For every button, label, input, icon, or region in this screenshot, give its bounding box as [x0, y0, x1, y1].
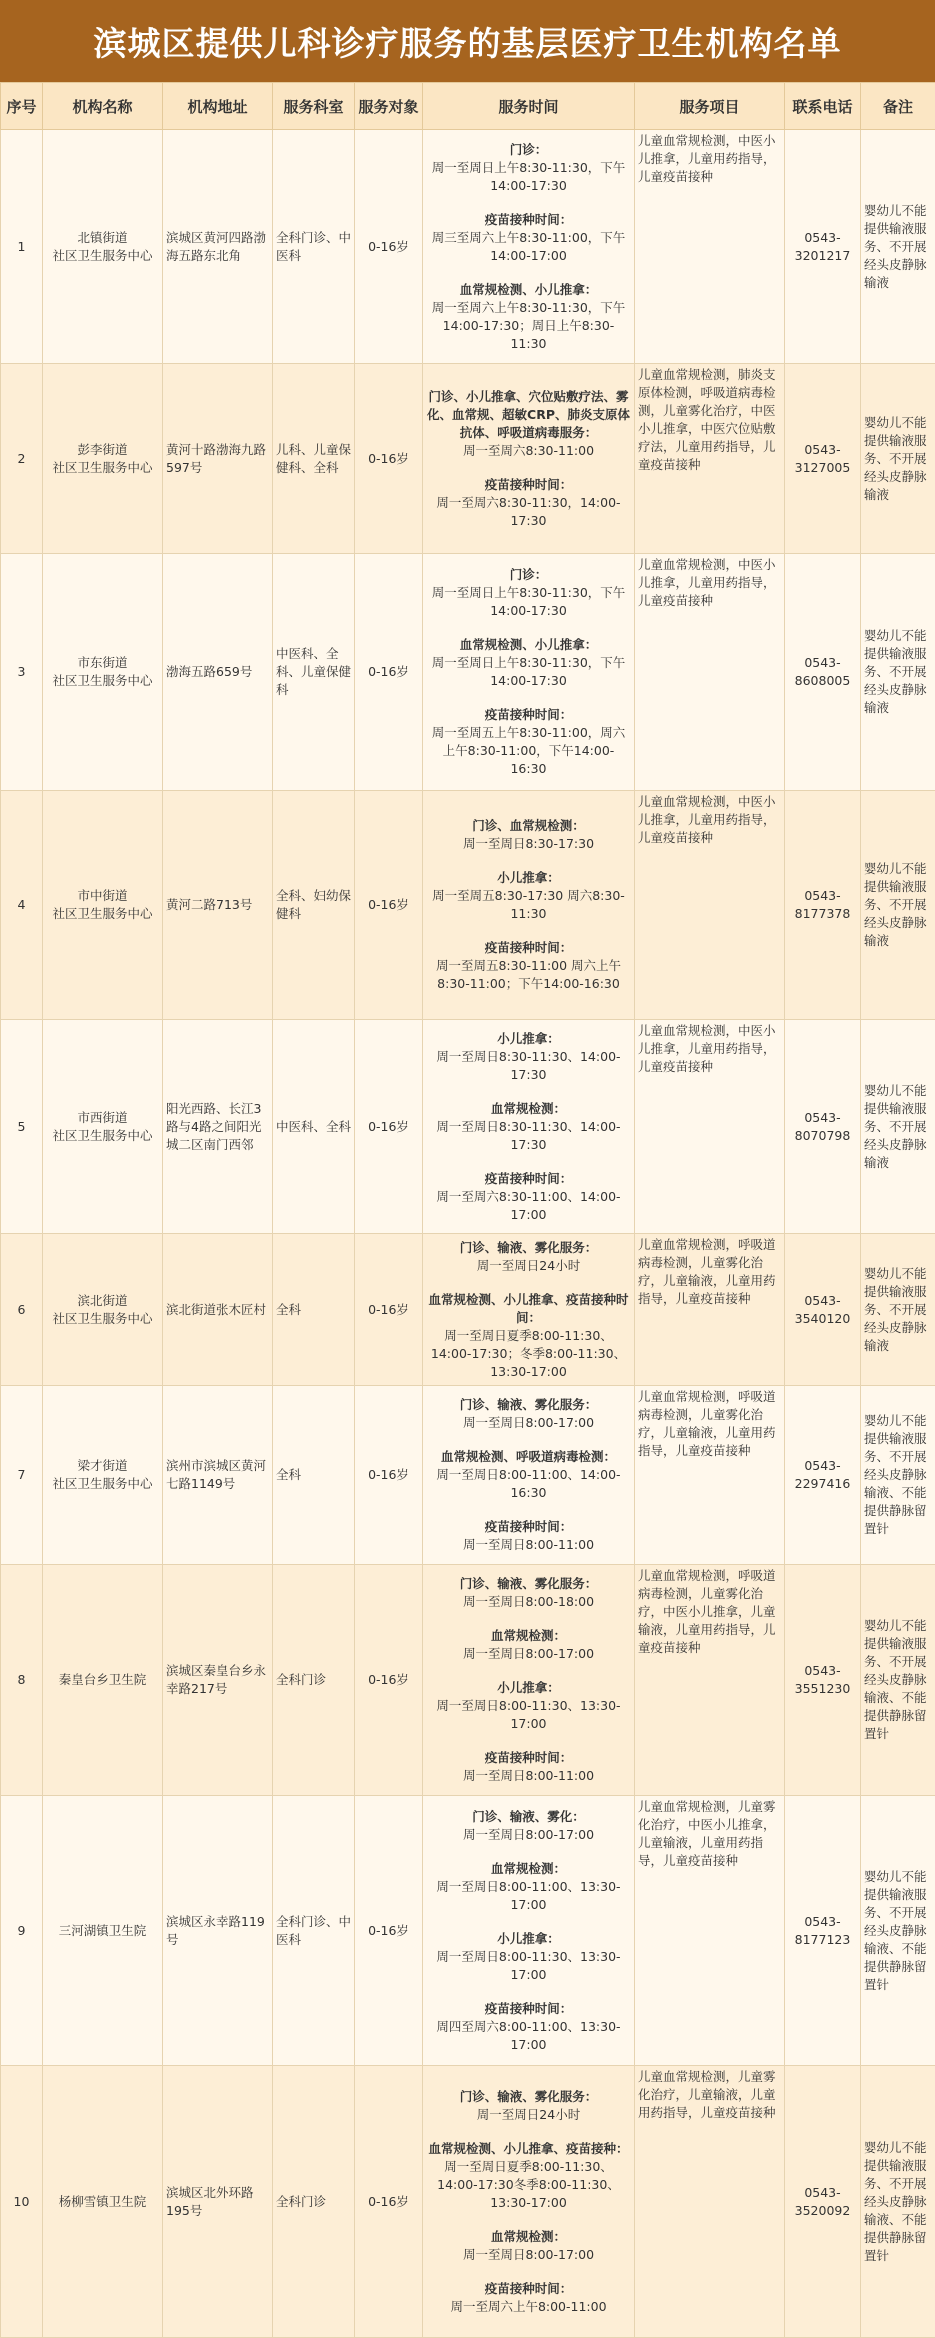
schedule-text: 周一至周日8:00-17:00	[426, 1645, 631, 1663]
cell-target: 0-16岁	[355, 364, 423, 554]
cell-items: 儿童血常规检测，中医小儿推拿，儿童用药指导，儿童疫苗接种	[635, 1020, 785, 1234]
cell-schedule	[423, 2066, 635, 2338]
cell-address: 黄河二路713号	[163, 791, 273, 1020]
table-row	[1, 130, 935, 364]
table-row	[1, 554, 935, 791]
schedule-block	[426, 1170, 631, 1224]
cell-schedule	[423, 1796, 635, 2066]
schedule-label: 门诊、输液、雾化服务：	[426, 2088, 631, 2106]
table-row	[1, 1386, 935, 1565]
schedule-label: 疫苗接种时间：	[426, 2280, 631, 2298]
cell-target: 0-16岁	[355, 1565, 423, 1796]
schedule-block	[426, 2280, 631, 2316]
cell-phone: 0543-2297416	[785, 1386, 861, 1565]
table-row	[1, 364, 935, 554]
schedule-text: 周一至周日8:00-17:00	[426, 1826, 631, 1844]
cell-items: 儿童血常规检测，中医小儿推拿，儿童用药指导，儿童疫苗接种	[635, 554, 785, 791]
header-address: 机构地址	[163, 83, 273, 130]
header-name: 机构名称	[43, 83, 163, 130]
cell-index: 7	[1, 1386, 43, 1565]
cell-name: 杨柳雪镇卫生院	[43, 2066, 163, 2338]
header-dept: 服务科室	[273, 83, 355, 130]
schedule-block	[426, 2000, 631, 2054]
schedule-label: 门诊、输液、雾化服务：	[426, 1575, 631, 1593]
cell-phone: 0543-8177378	[785, 791, 861, 1020]
schedule-text: 周一至周日8:00-11:00	[426, 1536, 631, 1554]
cell-index: 8	[1, 1565, 43, 1796]
cell-address: 渤海五路659号	[163, 554, 273, 791]
schedule-text: 周一至周日8:00-11:00、14:00-16:30	[426, 1466, 631, 1502]
schedule-label: 血常规检测：	[426, 1100, 631, 1118]
cell-phone: 0543-3540120	[785, 1234, 861, 1386]
cell-address: 滨城区秦皇台乡永幸路217号	[163, 1565, 273, 1796]
cell-note: 婴幼儿不能提供输液服务、不开展经头皮静脉输液	[861, 1234, 935, 1386]
schedule-label: 门诊：	[426, 141, 631, 159]
cell-name: 市中街道 社区卫生服务中心	[43, 791, 163, 1020]
schedule-label: 疫苗接种时间：	[426, 706, 631, 724]
cell-note: 婴幼儿不能提供输液服务、不开展经头皮静脉输液、不能提供静脉留置针	[861, 1386, 935, 1565]
cell-index: 9	[1, 1796, 43, 2066]
cell-name: 市东街道 社区卫生服务中心	[43, 554, 163, 791]
title-bar	[0, 0, 935, 82]
schedule-block	[426, 869, 631, 923]
schedule-label: 小儿推拿：	[426, 1679, 631, 1697]
cell-phone: 0543-3127005	[785, 364, 861, 554]
schedule-text: 周一至周日8:00-11:00	[426, 1767, 631, 1785]
table-row	[1, 1020, 935, 1234]
cell-dept: 全科门诊、中医科	[273, 130, 355, 364]
schedule-label: 疫苗接种时间：	[426, 211, 631, 229]
schedule-text: 周一至周六8:30-11:00	[426, 442, 631, 460]
cell-items: 儿童血常规检测，呼吸道病毒检测，儿童雾化治疗，儿童输液，儿童用药指导，儿童疫苗接种	[635, 1234, 785, 1386]
schedule-label: 血常规检测：	[426, 1860, 631, 1878]
schedule-text: 周一至周日上午8:30-11:30，下午14:00-17:30	[426, 584, 631, 620]
cell-phone: 0543-8070798	[785, 1020, 861, 1234]
schedule-block	[426, 817, 631, 853]
cell-address: 滨北街道张木匠村	[163, 1234, 273, 1386]
schedule-block	[426, 1575, 631, 1611]
table-row	[1, 1234, 935, 1386]
cell-index: 6	[1, 1234, 43, 1386]
cell-dept: 全科门诊、中医科	[273, 1796, 355, 2066]
cell-items: 儿童血常规检测，呼吸道病毒检测，儿童雾化治疗，儿童输液，儿童用药指导，儿童疫苗接种	[635, 1386, 785, 1565]
schedule-label: 门诊、小儿推拿、穴位贴敷疗法、雾化、血常规、超敏CRP、肺炎支原体抗体、呼吸道病毒服务：	[426, 388, 631, 442]
cell-phone: 0543-3551230	[785, 1565, 861, 1796]
schedule-block	[426, 1808, 631, 1844]
cell-schedule	[423, 130, 635, 364]
schedule-block	[426, 2228, 631, 2264]
schedule-block	[426, 566, 631, 620]
schedule-label: 门诊：	[426, 566, 631, 584]
cell-address: 滨城区北外环路195号	[163, 2066, 273, 2338]
cell-address: 滨州市滨城区黄河七路1149号	[163, 1386, 273, 1565]
schedule-text: 周一至周日8:00-11:30、13:30-17:00	[426, 1697, 631, 1733]
cell-schedule	[423, 791, 635, 1020]
cell-address: 滨城区永幸路119号	[163, 1796, 273, 2066]
cell-name: 彭李街道 社区卫生服务中心	[43, 364, 163, 554]
schedule-label: 小儿推拿：	[426, 1930, 631, 1948]
header-items: 服务项目	[635, 83, 785, 130]
schedule-label: 血常规检测、呼吸道病毒检测：	[426, 1448, 631, 1466]
cell-name: 市西街道 社区卫生服务中心	[43, 1020, 163, 1234]
schedule-label: 门诊、血常规检测：	[426, 817, 631, 835]
cell-schedule	[423, 554, 635, 791]
cell-phone: 0543-3201217	[785, 130, 861, 364]
cell-name: 梁才街道 社区卫生服务中心	[43, 1386, 163, 1565]
schedule-block	[426, 1518, 631, 1554]
schedule-block	[426, 1030, 631, 1084]
table-body	[1, 130, 935, 2338]
schedule-label: 门诊、输液、雾化服务：	[426, 1239, 631, 1257]
schedule-block	[426, 636, 631, 690]
schedule-label: 血常规检测、小儿推拿、疫苗接种：	[426, 2140, 631, 2158]
schedule-label: 血常规检测、小儿推拿：	[426, 636, 631, 654]
cell-target: 0-16岁	[355, 130, 423, 364]
schedule-text: 周一至周日8:00-17:00	[426, 1414, 631, 1432]
cell-target: 0-16岁	[355, 1386, 423, 1565]
cell-schedule	[423, 1020, 635, 1234]
cell-target: 0-16岁	[355, 2066, 423, 2338]
schedule-block	[426, 2140, 631, 2212]
header-index: 序号	[1, 83, 43, 130]
schedule-block	[426, 141, 631, 195]
schedule-block	[426, 1448, 631, 1502]
schedule-label: 疫苗接种时间：	[426, 1749, 631, 1767]
cell-note: 婴幼儿不能提供输液服务、不开展经头皮静脉输液	[861, 554, 935, 791]
cell-note: 婴幼儿不能提供输液服务、不开展经头皮静脉输液	[861, 1020, 935, 1234]
header-phone: 联系电话	[785, 83, 861, 130]
cell-note: 婴幼儿不能提供输液服务、不开展经头皮静脉输液、不能提供静脉留置针	[861, 1565, 935, 1796]
cell-note: 婴幼儿不能提供输液服务、不开展经头皮静脉输液、不能提供静脉留置针	[861, 2066, 935, 2338]
schedule-block	[426, 1930, 631, 1984]
cell-address: 阳光西路、长江3路与4路之间阳光城二区南门西邻	[163, 1020, 273, 1234]
schedule-text: 周一至周日夏季8:00-11:30、14:00-17:30；冬季8:00-11:30、13:30-17:00	[426, 1327, 631, 1381]
table-row	[1, 791, 935, 1020]
cell-target: 0-16岁	[355, 1796, 423, 2066]
cell-items: 儿童血常规检测，中医小儿推拿，儿童用药指导，儿童疫苗接种	[635, 791, 785, 1020]
schedule-block	[426, 281, 631, 353]
schedule-block	[426, 1627, 631, 1663]
cell-phone: 0543-8608005	[785, 554, 861, 791]
table-row	[1, 1796, 935, 2066]
schedule-text: 周三至周六上午8:30-11:00，下午14:00-17:00	[426, 229, 631, 265]
schedule-label: 血常规检测、小儿推拿：	[426, 281, 631, 299]
schedule-text: 周一至周日夏季8:00-11:30、14:00-17:30冬季8:00-11:30、13:30-17:00	[426, 2158, 631, 2212]
schedule-label: 疫苗接种时间：	[426, 1518, 631, 1536]
cell-dept: 中医科、全科	[273, 1020, 355, 1234]
schedule-text: 周一至周日上午8:30-11:30，下午14:00-17:30	[426, 159, 631, 195]
schedule-block	[426, 1239, 631, 1275]
cell-index: 3	[1, 554, 43, 791]
cell-index: 10	[1, 2066, 43, 2338]
schedule-block	[426, 211, 631, 265]
schedule-label: 疫苗接种时间：	[426, 476, 631, 494]
cell-items: 儿童血常规检测，儿童雾化治疗，中医小儿推拿，儿童输液，儿童用药指导，儿童疫苗接种	[635, 1796, 785, 2066]
schedule-block	[426, 1291, 631, 1381]
schedule-block	[426, 1679, 631, 1733]
header-target: 服务对象	[355, 83, 423, 130]
cell-dept: 全科	[273, 1234, 355, 1386]
cell-index: 1	[1, 130, 43, 364]
cell-address: 黄河十路渤海九路597号	[163, 364, 273, 554]
schedule-label: 门诊、输液、雾化服务：	[426, 1396, 631, 1414]
schedule-text: 周一至周六上午8:00-11:00	[426, 2298, 631, 2316]
schedule-text: 周一至周日8:00-18:00	[426, 1593, 631, 1611]
table-row	[1, 1565, 935, 1796]
cell-note: 婴幼儿不能提供输液服务、不开展经头皮静脉输液、不能提供静脉留置针	[861, 1796, 935, 2066]
cell-schedule	[423, 364, 635, 554]
schedule-text: 周一至周五上午8:30-11:00，周六上午8:30-11:00，下午14:00-16:30	[426, 724, 631, 778]
schedule-text: 周一至周日上午8:30-11:30，下午14:00-17:30	[426, 654, 631, 690]
cell-note: 婴幼儿不能提供输液服务、不开展经头皮静脉输液	[861, 130, 935, 364]
cell-address: 滨城区黄河四路渤海五路东北角	[163, 130, 273, 364]
schedule-text: 周一至周日8:30-11:30、14:00-17:30	[426, 1118, 631, 1154]
schedule-label: 血常规检测：	[426, 2228, 631, 2246]
schedule-label: 疫苗接种时间：	[426, 1170, 631, 1188]
cell-dept: 全科	[273, 1386, 355, 1565]
cell-dept: 儿科、儿童保健科、全科	[273, 364, 355, 554]
schedule-text: 周一至周日24小时	[426, 2106, 631, 2124]
cell-schedule	[423, 1234, 635, 1386]
schedule-block	[426, 476, 631, 530]
schedule-label: 小儿推拿：	[426, 1030, 631, 1048]
cell-name: 秦皇台乡卫生院	[43, 1565, 163, 1796]
cell-target: 0-16岁	[355, 1020, 423, 1234]
schedule-text: 周四至周六8:00-11:00、13:30-17:00	[426, 2018, 631, 2054]
page-title: 滨城区提供儿科诊疗服务的基层医疗卫生机构名单	[94, 18, 842, 65]
schedule-block	[426, 1749, 631, 1785]
schedule-block	[426, 2088, 631, 2124]
schedule-text: 周一至周六8:30-11:30，14:00-17:30	[426, 494, 631, 530]
cell-note: 婴幼儿不能提供输液服务、不开展经头皮静脉输液	[861, 791, 935, 1020]
schedule-label: 血常规检测：	[426, 1627, 631, 1645]
schedule-label: 血常规检测、小儿推拿、疫苗接种时间：	[426, 1291, 631, 1327]
cell-phone: 0543-3520092	[785, 2066, 861, 2338]
cell-items: 儿童血常规检测，中医小儿推拿，儿童用药指导，儿童疫苗接种	[635, 130, 785, 364]
schedule-label: 疫苗接种时间：	[426, 2000, 631, 2018]
schedule-text: 周一至周五8:30-17:30 周六8:30-11:30	[426, 887, 631, 923]
header-schedule: 服务时间	[423, 83, 635, 130]
schedule-text: 周一至周日24小时	[426, 1257, 631, 1275]
schedule-label: 疫苗接种时间：	[426, 939, 631, 957]
schedule-block	[426, 939, 631, 993]
cell-items: 儿童血常规检测，呼吸道病毒检测，儿童雾化治疗，中医小儿推拿，儿童输液，儿童用药指导，儿童疫苗接种	[635, 1565, 785, 1796]
cell-dept: 全科门诊	[273, 1565, 355, 1796]
cell-dept: 全科门诊	[273, 2066, 355, 2338]
schedule-block	[426, 1860, 631, 1914]
schedule-text: 周一至周日8:00-17:00	[426, 2246, 631, 2264]
schedule-block	[426, 1396, 631, 1432]
cell-name: 滨北街道 社区卫生服务中心	[43, 1234, 163, 1386]
cell-name: 三河湖镇卫生院	[43, 1796, 163, 2066]
table-header-row	[1, 83, 935, 130]
cell-dept: 全科、妇幼保健科	[273, 791, 355, 1020]
schedule-text: 周一至周六8:30-11:00、14:00-17:00	[426, 1188, 631, 1224]
schedule-text: 周一至周六上午8:30-11:30，下午14:00-17:30；周日上午8:30-11:30	[426, 299, 631, 353]
cell-schedule	[423, 1565, 635, 1796]
cell-items: 儿童血常规检测，肺炎支原体检测，呼吸道病毒检测，儿童雾化治疗，中医小儿推拿，中医穴位贴敷疗法，儿童用药指导，儿童疫苗接种	[635, 364, 785, 554]
cell-schedule	[423, 1386, 635, 1565]
institution-table	[0, 82, 935, 2338]
schedule-text: 周一至周日8:30-17:30	[426, 835, 631, 853]
cell-index: 4	[1, 791, 43, 1020]
schedule-block	[426, 1100, 631, 1154]
cell-target: 0-16岁	[355, 791, 423, 1020]
schedule-block	[426, 388, 631, 460]
cell-dept: 中医科、全科、儿童保健科	[273, 554, 355, 791]
cell-target: 0-16岁	[355, 554, 423, 791]
schedule-label: 门诊、输液、雾化：	[426, 1808, 631, 1826]
schedule-text: 周一至周五8:30-11:00 周六上午8:30-11:00；下午14:00-16:30	[426, 957, 631, 993]
schedule-text: 周一至周日8:30-11:30、14:00-17:30	[426, 1048, 631, 1084]
table-row	[1, 2066, 935, 2338]
schedule-text: 周一至周日8:00-11:30、13:30-17:00	[426, 1948, 631, 1984]
cell-items: 儿童血常规检测，儿童雾化治疗，儿童输液，儿童用药指导，儿童疫苗接种	[635, 2066, 785, 2338]
header-note: 备注	[861, 83, 935, 130]
cell-index: 5	[1, 1020, 43, 1234]
schedule-label: 小儿推拿：	[426, 869, 631, 887]
cell-name: 北镇街道 社区卫生服务中心	[43, 130, 163, 364]
cell-phone: 0543-8177123	[785, 1796, 861, 2066]
cell-index: 2	[1, 364, 43, 554]
cell-note: 婴幼儿不能提供输液服务、不开展经头皮静脉输液	[861, 364, 935, 554]
schedule-block	[426, 706, 631, 778]
cell-target: 0-16岁	[355, 1234, 423, 1386]
schedule-text: 周一至周日8:00-11:00、13:30-17:00	[426, 1878, 631, 1914]
